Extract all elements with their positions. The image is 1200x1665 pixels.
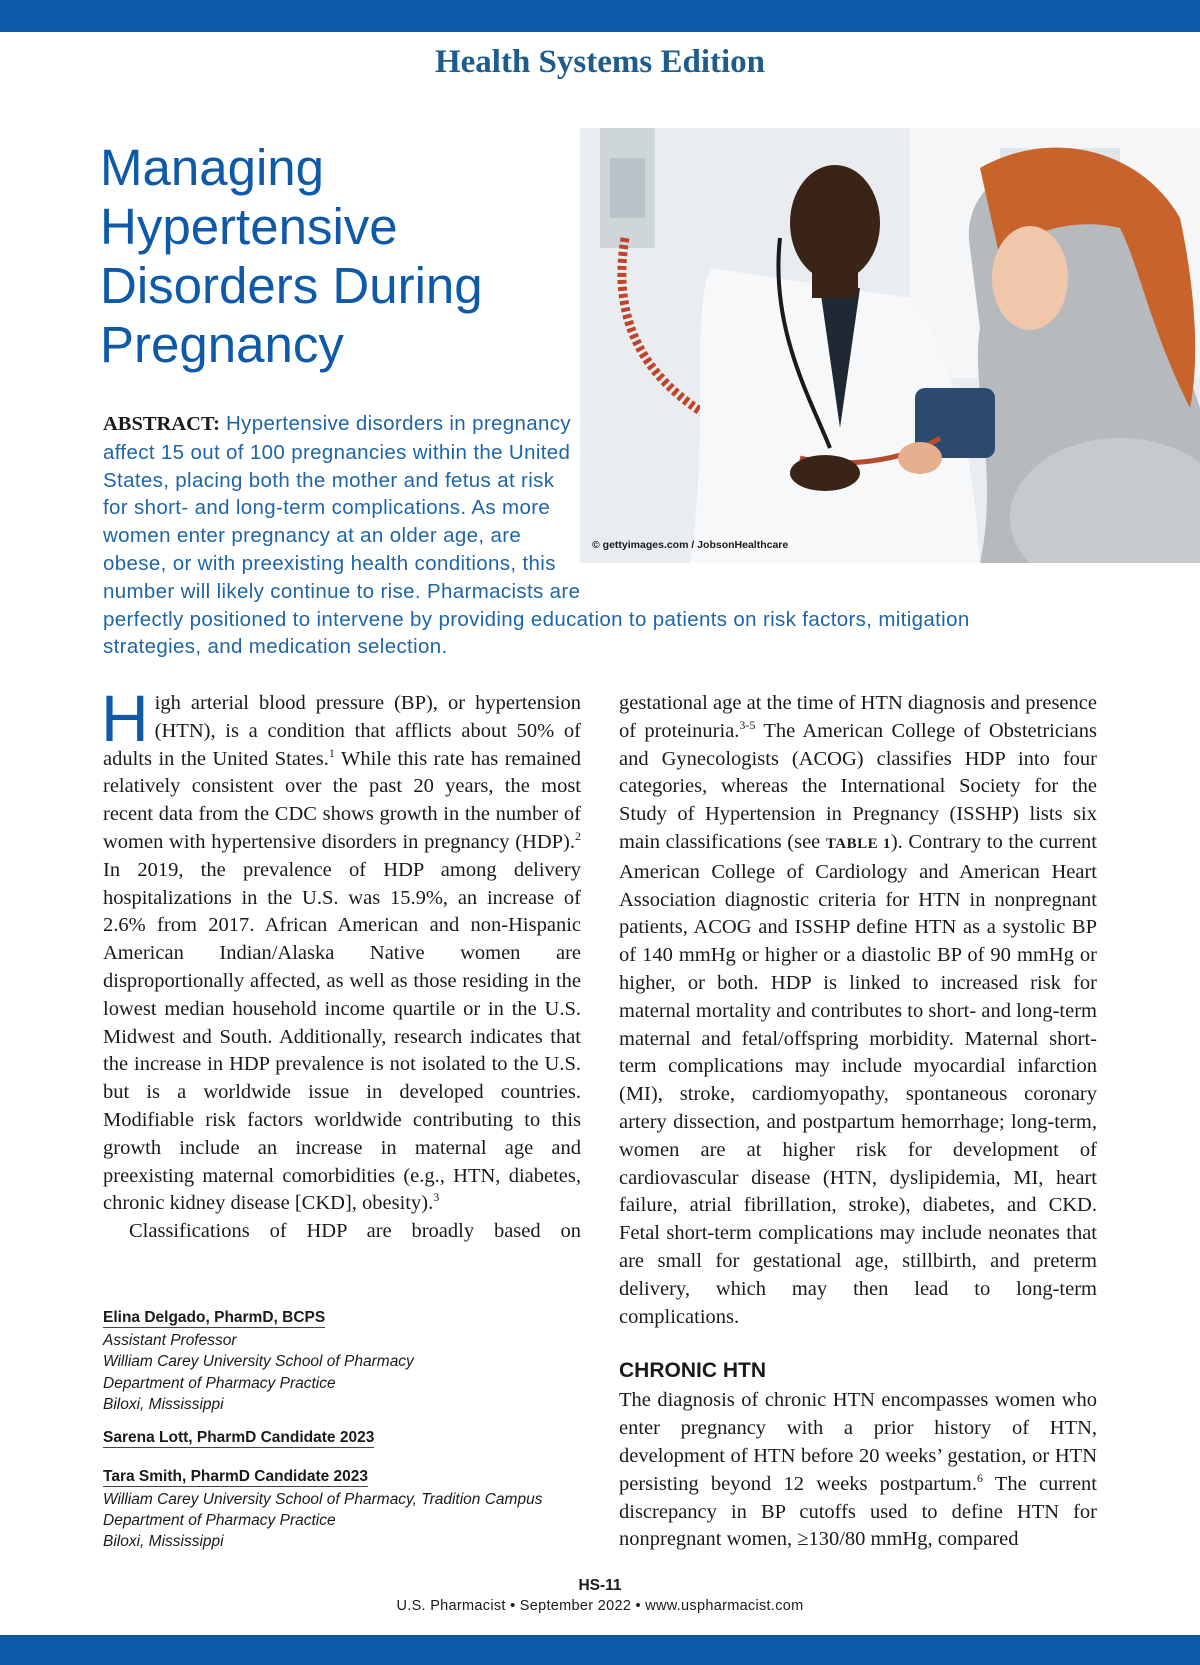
citation: 1 [328,745,335,760]
author-1 [103,1307,583,1416]
paragraph-chronic-htn [619,1387,1097,1554]
paragraph-text: The current discrepancy in BP cutoffs used to define HTN for nonpregnant women, ≥130/80 mmHg, compared [619,1472,1097,1551]
paragraph-text: While this rate has remained relatively consistent over the past 20 years, the most recent data from the CDC shows growth in the number of women with hypertensive disorders in pregnancy (HDP). [103,747,581,853]
author-affiliation: Department of Pharmacy Practice [103,1374,336,1392]
body-column-left [101,681,581,1246]
abstract-label: ABSTRACT: [103,413,220,435]
author-affiliation: Biloxi, Mississippi [103,1533,224,1551]
article-title: Managing Hypertensive Disorders During Pregnancy [100,139,483,373]
author-name: Tara Smith, PharmD Candidate 2023 [103,1467,369,1485]
bottom-color-bar [0,1635,1200,1665]
author-affiliation: Department of Pharmacy Practice [103,1512,336,1530]
paragraph-text: gestational age at the time of HTN diagnosis and presence of proteinuria. [619,692,1097,742]
abstract-text: Hypertensive disorders in pregnancy affect 15 out of 100 pregnancies within the United States, placing both the mother and fetus at risk for short- and long-term complications. As more women enter pregnancy at an older age, are obese, or with preexisting health conditions, this number will likely continue to rise. Pharmacists are perfectly positioned to intervene by providing education to patients on risk factors, mitigation strategies, and medication selection. [103,412,970,659]
citation: 2 [575,829,581,844]
paragraph-intro [101,681,581,1218]
paragraph-text: Classifications of HDP are broadly based on [129,1220,581,1243]
author-name: Elina Delgado, PharmD, BCPS [103,1309,326,1326]
author-affiliation: William Carey University School of Pharmacy [103,1353,414,1371]
paragraph-classifications [103,1218,581,1246]
author-affiliation: Biloxi, Mississippi [103,1396,224,1414]
author-info [103,1307,583,1564]
author-3 [103,1466,583,1553]
publication-footer: U.S. Pharmacist • September 2022 • www.uspharmacist.com [396,1598,804,1614]
page-number: HS-11 [578,1577,622,1594]
edition-header: Health Systems Edition [434,44,766,80]
top-color-bar [0,0,1200,32]
citation: 3 [433,1190,440,1205]
drop-cap: H [101,681,149,755]
paragraph-text: The diagnosis of chronic HTN encompasses women who enter pregnancy with a prior history of HTN, development of HTN before 20 weeks’ gestation, or HTN persisting beyond 12 weeks postpartum. [619,1389,1097,1495]
section-heading-chronic-htn: CHRONIC HTN [619,1359,766,1383]
author-2 [103,1427,583,1450]
paragraph-text: In 2019, the prevalence of HDP among delivery hospitalizations in the U.S. was 15.9%, an increase of 2.6% from 2017. African American and non-Hispanic American Indian/Alaska Native women are disproportionally affected, as well as those residing in the lowest median household income quartile or in the U.S. Midwest and South. Additionally, research indicates that the increase in HDP prevalence is not isolated to the U.S. but is a worldwide issue in developed countries. Modifiable risk factors worldwide contributing to this growth include an increase in maternal age and preexisting maternal comorbidities (e.g., HTN, diabetes, chronic kidney disease [CKD], obesity). [103,858,581,1215]
body-column-right [619,690,1097,1554]
author-affiliation: William Carey University School of Pharmacy, Tradition Campus [103,1490,543,1508]
abstract [103,410,1063,661]
paragraph-text: igh arterial blood pressure (BP), or hypertension (HTN), is a condition that afflicts about 50% of adults in the United States. [103,692,581,770]
photo-credit: © gettyimages.com / JobsonHealthcare [592,539,789,551]
author-name: Sarena Lott, PharmD Candidate 2023 [103,1428,375,1446]
citation: 6 [977,1470,984,1485]
abstract-wrap-spacer [583,410,1063,582]
paragraph-text: The American College of Obstetricians and Gynecologists (ACOG) classifies HDP into four categories, whereas the International Society for the Study of Hypertension in Pregnancy (ISSHP) lists six main classifications (see [619,719,1097,853]
author-affiliation: Assistant Professor [103,1332,237,1349]
paragraph-text: ). Contrary to the current American College of Cardiology and American Heart Association diagnostic criteria for HTN in nonpregnant patients, ACOG and ISSHP define HTN as a systolic BP of 140 mmHg or higher or a diastolic BP of 90 mmHg or higher, or both. HDP is linked to increased risk for maternal mortality and contributes to short- and long-term maternal and fetal/offspring morbidity. Maternal short-term complications may include myocardial infarction (MI), stroke, cardiomyopathy, spontaneous coronary artery dissection, and postpartum hemorrhage; long-term, women are at higher risk for development of cardiovascular disease (HTN, dyslipidemia, MI, heart failure, atrial fibrillation, stroke), diabetes, and CKD. Fetal short-term complications may include neonates that are small for gestational age, stillbirth, and preterm delivery, which may then lead to long-term complications. [619,830,1097,1328]
paragraph-classifications-continued [619,690,1097,1331]
table-reference: TABLE 1 [825,835,891,852]
citation: 3-5 [739,717,756,732]
